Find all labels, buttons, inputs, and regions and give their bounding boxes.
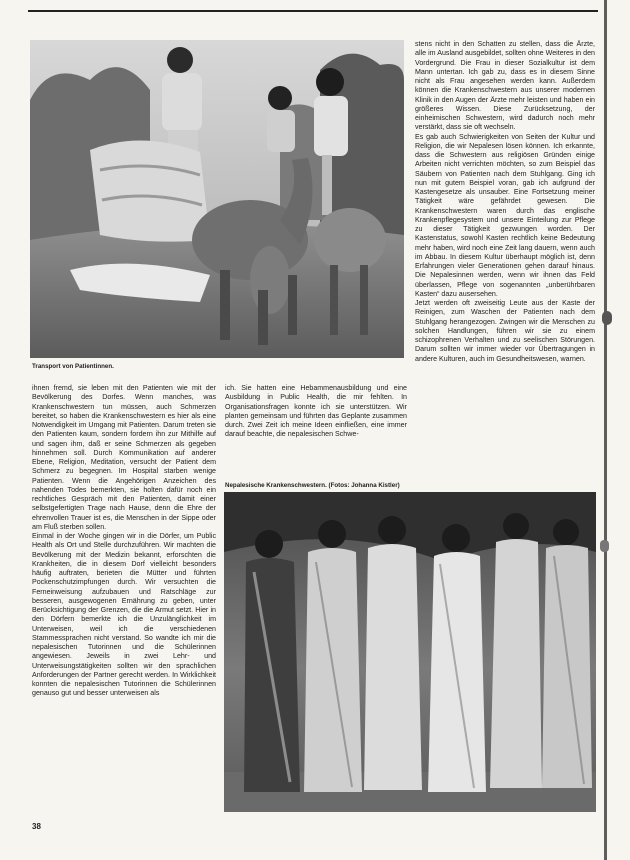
photo-nepalese-nurses [224, 492, 596, 812]
text-column-right [415, 40, 595, 478]
text-column-middle [225, 384, 407, 476]
top-rule [28, 10, 598, 12]
paragraph: ihnen fremd, sie leben mit den Patienten wie mit der Bevölkerung des Dorfes. Wenn manches, was Krankenschwestern tun müssen, auch Schmerzen bereitet, so haben die Krankenschwestern es hier als eine Notwendigkeit im Umgang mit Patienten. Darum treten sie den Patienten kaum, sondern fordern ihn zur Mithilfe auf und sagen ihm, daß er seine Schmerzen als gegeben hinnehmen soll. Durch Kommunikation auf anderer Ebene, Religion, Meditation, versucht der Patient dem Schmerz zu begegnen. Im Hospital starben wenige Patienten. Wenn die Angehörigen Anzeichen des nahenden Todes bemerkten, sie holten dafür noch ein rechtliches Gespräch mit den Patienten, damit einer selbstgefertigten Trage nach Hause, denn die Ehre der ehrenvollen Trauer ist es, die Menschen in der Sippe oder am Fluß sterben sollen. [32, 384, 216, 531]
text-column-left [32, 384, 216, 816]
donkey-transport-illustration [30, 40, 404, 358]
photo2-caption: Nepalesische Krankenschwestern. (Fotos: Johanna Kistler) [225, 482, 400, 489]
paragraph: Jetzt werden oft zweiseitig Leute aus der Kaste der Reinigen, zum Waschen der Patienten nach dem Stuhlgang herangezogen. Zwingen wir die Menschen zu solchen Handlungen, führen wir sie zu einem schizophrenen Verhalten und zu seelischen Störungen. Darum sollten wir immer wieder vor Übertragungen in andere Kulturen, auch im Gesundheitswesen, warnen. [415, 299, 595, 363]
paragraph: Es gab auch Schwierigkeiten von Seiten der Kultur und Religion, die wir Nepalesen lösen können. Ich erkannte, dass die Schwestern aus religiösen Gründen einige Arbeiten nicht verrichten möchten, so zum Beispiel das Säubern von Patienten nach dem Stuhlgang. Ging ich nun mit gutem Beispiel voran, gab ich aufgrund der Kastengesetze als unsauber. Eine Fortsetzung meiner Tätigkeit wäre gefährdet gewesen. Die Krankenschwestern waren durch das englische Krankenpflegesystem und unsere Einteilung zur Pflege zu dieser Tätigkeit gezwungen worden. Der Kastenstatus, sowohl Kasten rechtlich keine Bedeutung mehr haben, wird noch eine Zeit lang dauern, wenn auch im Abbau. In diesem Kultur überhaupt möglich ist, denn Erfahrungen vieler Generationen gehen darauf hinaus. Die Nepalesinnen werden, wenn wir ihnen das Feld überlassen, Pflege von sogenannten „unberührbaren Kasten“ dazu ausersehen. [415, 132, 595, 298]
page-number: 38 [32, 822, 41, 831]
nurses-group-illustration [224, 492, 596, 812]
paragraph: ich. Sie hatten eine Hebammenausbildung und eine Ausbildung in Public Health, die mir fehlten. In Organisationsfragen konnte ich sie unterstützen. Wir planten gemeinsam und führten das Geplante zusammen durch. Zwei Zeit ich meine Ideen einfließen, eine immer darauf beachte, die nepalesischen Schwe- [225, 384, 407, 439]
photo-donkey-transport [30, 40, 404, 358]
page-tab-marker [602, 311, 612, 325]
page-tab-marker-lower [600, 540, 609, 552]
page-binding-edge [604, 0, 607, 860]
paragraph: Einmal in der Woche gingen wir in die Dörfer, um Public Health als Ort und Stelle durchzuführen. Wir machten die Bevölkerung mit der Medizin bekannt, erforschten die Krankheiten, die in diesem Dorf vielleicht besonders häufig auftraten, berieten die Mütter und führten Pockenschutzimpfungen durch. Wir versuchten die Ferneinweisung aufzubauen und Ratschläge zur besseren, ausgewogenen Ernährung zu geben, unter Berücksichtigung der Grenzen, die die Armut setzt. Hier in den Dörfern bemerkte ich die Unzulänglichkeit im Unterweisen, weil ich die verschiedenen Stammessprachen nicht verstand. So wandte ich mir die nepalesischen Tutorinnen und die Schülerinnen angewiesen. Jeweils in zwei Lehr- und Unterweisungstätigkeiten sollten wir den sprachlichen Anforderungen der Partner gerecht werden. In Wirklichkeit konnten die nepalesischen Tutorinnen die Schülerinnen genauso gut und besser unterweisen als [32, 532, 216, 698]
photo1-caption: Transport von Patientinnen. [32, 363, 114, 370]
paragraph: stens nicht in den Schatten zu stellen, dass die Ärzte, alle im Ausland ausgebildet, sollten ohne Weiteres in den Vordergrund. Die Frau in dieser Sozialkultur ist dem Mann untertan. Ich gab zu, dass es in diesem Sinne nicht als Frau angesehen werden kann. Außerdem können die Krankenschwestern aus unserer modernen Klinik in den Augen der Ärzte mehr leisten und haben ein größeres Wissen. Diese Zurücksetzung, der einheimischen Schwestern, wird dadurch noch mehr verstärkt, dass sie oft wechseln. [415, 40, 595, 132]
